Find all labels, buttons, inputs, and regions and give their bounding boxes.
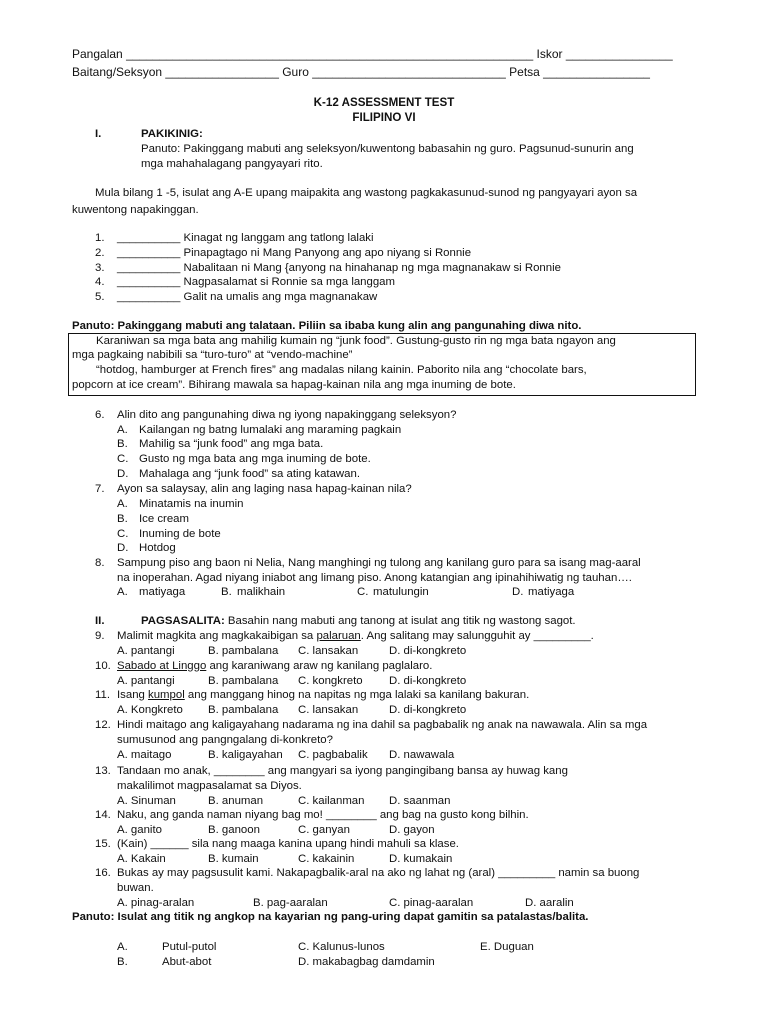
- question-7: 7. Ayon sa salaysay, alin ang laging nasa hapag-kainan nila?: [95, 483, 412, 495]
- option[interactable]: C. Inuming de bote: [117, 528, 221, 540]
- option[interactable]: D. saanman: [389, 795, 451, 807]
- grade-row: [72, 65, 650, 80]
- option[interactable]: C. pinag-aaralan: [389, 897, 474, 909]
- part3-directions: Panuto: Isulat ang titik ng angkop na kayarian ng pang-uring dapat gamitin sa patalastas/balita.: [72, 911, 589, 923]
- option[interactable]: C. kailanman: [298, 795, 365, 807]
- part1-instruction-1: Mula bilang 1 -5, isulat ang A-E upang maipakita ang wastong pagkakasunud-sunod ng pangyayari ayon sa: [95, 187, 638, 199]
- passage-line: popcorn at ice cream”. Bihirang mawala sa hapag-kainan nila ang mga inuming de bote.: [72, 379, 516, 391]
- option[interactable]: B. kaligayahan: [208, 749, 283, 761]
- option[interactable]: C. ganyan: [298, 824, 350, 836]
- passage-line: “hotdog, hamburger at French fires” ang madalas nilang kainin. Paborito nila ang “chocolate bars,: [96, 364, 587, 376]
- option[interactable]: A. Kailangan ng batng lumalaki ang maraming pagkain: [117, 424, 402, 436]
- option[interactable]: C. matulungin: [357, 586, 429, 598]
- option[interactable]: C. lansakan: [298, 704, 359, 716]
- test-title: K-12 ASSESSMENT TEST: [313, 96, 455, 109]
- question-8: 8. Sampung piso ang baon ni Nelia, Nang manghingi ng tulong ang kanilang guro para sa isang mag-aaral: [95, 557, 641, 569]
- option[interactable]: D. nawawala: [389, 749, 455, 761]
- list-item: 5. __________ Galit na umalis ang mga magnanakaw: [95, 291, 378, 303]
- option[interactable]: D. Mahalaga ang “junk food” sa ating katawan.: [117, 468, 360, 480]
- choice-a[interactable]: A. Putul-putol: [117, 941, 217, 953]
- option[interactable]: B. Mahilig sa “junk food” ang mga bata.: [117, 438, 324, 450]
- option[interactable]: D. Hotdog: [117, 542, 176, 554]
- option[interactable]: B. malikhain: [221, 586, 286, 598]
- score-line[interactable]: ________________: [565, 47, 673, 61]
- option[interactable]: B. pag-aaralan: [253, 897, 328, 909]
- option[interactable]: D. kumakain: [389, 853, 453, 865]
- question-13-line2: makalilimot magpasalamat sa Diyos.: [117, 780, 302, 792]
- question-8-line2: na inoperahan. Agad niyang iniabot ang limang piso. Anong katangian ang ipinahihiwatig ng tauhan….: [117, 572, 632, 584]
- choice-e[interactable]: E. Duguan: [480, 941, 534, 953]
- question-16: 16. Bukas ay may pagsusulit kami. Nakapagbalik-aral na ako ng lahat ng (aral) _________ namin sa buong: [95, 867, 640, 879]
- option[interactable]: D. di-kongkreto: [389, 645, 467, 657]
- question-9: 9. Malimit magkita ang magkakaibigan sa palaruan. Ang salitang may salungguhit ay _________.: [95, 630, 594, 642]
- option[interactable]: A. matiyaga: [117, 586, 186, 598]
- passage-directions: Panuto: Pakinggang mabuti ang talataan. Piliin sa ibaba kung alin ang pangunahing diwa nito.: [72, 320, 582, 332]
- passage-line: mga pagkaing nabibili sa “turo-turo” at “vendo-machine”: [72, 349, 353, 361]
- option[interactable]: D. di-kongkreto: [389, 704, 467, 716]
- part1-instruction-2: kuwentong napakinggan.: [72, 204, 199, 216]
- grade-label: Baitang/Seksyon: [72, 65, 163, 79]
- option[interactable]: A. Kongkreto: [117, 704, 183, 716]
- date-line[interactable]: ________________: [543, 65, 650, 79]
- list-item: 2. __________ Pinapagtago ni Mang Panyong ang apo niyang si Ronnie: [95, 247, 472, 259]
- option[interactable]: C. pagbabalik: [298, 749, 368, 761]
- choice-b[interactable]: B. Abut-abot: [117, 956, 212, 968]
- part1-directions-1: Panuto: Pakinggang mabuti ang seleksyon/kuwentong babasahin ng guro. Pagsunud-sunurin ang: [141, 143, 634, 155]
- option[interactable]: A. Kakain: [117, 853, 166, 865]
- list-item: 1. __________ Kinagat ng langgam ang tatlong lalaki: [95, 232, 374, 244]
- question-10: 10. Sabado at Linggo ang karaniwang araw ng kanilang paglalaro.: [95, 660, 433, 672]
- name-line[interactable]: _____________________________________________________________: [126, 47, 534, 61]
- option[interactable]: B. kumain: [208, 853, 259, 865]
- question-13: 13. Tandaan mo anak, ________ ang mangyari sa iyong pangingibang bansa ay huwag kang: [95, 765, 568, 777]
- part2-header: II. PAGSASALITA: Basahin nang mabuti ang tanong at isulat ang titik ng wastong sagot.: [95, 615, 576, 627]
- option[interactable]: A. ganito: [117, 824, 162, 836]
- option[interactable]: B. pambalana: [208, 675, 279, 687]
- name-row: [72, 47, 673, 62]
- question-14: 14. Naku, ang ganda naman niyang bag mo! ________ ang bag na gusto kong bilhin.: [95, 809, 529, 821]
- question-12-line2: sumusunod ang pangngalang di-konkreto?: [117, 734, 333, 746]
- option[interactable]: C. kakainin: [298, 853, 355, 865]
- option[interactable]: A. maitago: [117, 749, 172, 761]
- option[interactable]: C. lansakan: [298, 645, 359, 657]
- date-label: Petsa: [509, 65, 540, 79]
- option[interactable]: D. matiyaga: [512, 586, 575, 598]
- option[interactable]: C. Gusto ng mga bata ang mga inuming de bote.: [117, 453, 371, 465]
- name-label: Pangalan: [72, 47, 123, 61]
- list-item: 4. __________ Nagpasalamat si Ronnie sa mga langgam: [95, 276, 396, 288]
- option[interactable]: D. aaralin: [525, 897, 574, 909]
- question-6: 6. Alin dito ang pangunahing diwa ng iyong napakinggang seleksyon?: [95, 409, 457, 421]
- option[interactable]: D. di-kongkreto: [389, 675, 467, 687]
- option[interactable]: B. anuman: [208, 795, 264, 807]
- option[interactable]: A. Sinuman: [117, 795, 176, 807]
- part1-title: PAKIKINIG:: [141, 128, 203, 140]
- choice-c[interactable]: C. Kalunus-lunos: [298, 941, 385, 953]
- question-15: 15. (Kain) ______ sila nang maaga kanina upang hindi mahuli sa klase.: [95, 838, 459, 850]
- option[interactable]: B. ganoon: [208, 824, 260, 836]
- option[interactable]: B. pambalana: [208, 645, 279, 657]
- passage-line: Karaniwan sa mga bata ang mahilig kumain ng “junk food”. Gustung-gusto rin ng mga bata ngayon ang: [96, 335, 616, 347]
- choice-d[interactable]: D. makabagbag damdamin: [298, 956, 435, 968]
- option[interactable]: B. pambalana: [208, 704, 279, 716]
- part1-number: I.: [95, 128, 102, 140]
- teacher-label: Guro: [282, 65, 309, 79]
- score-label: Iskor: [536, 47, 563, 61]
- option[interactable]: A. pinag-aralan: [117, 897, 195, 909]
- grade-line[interactable]: _________________: [165, 65, 279, 79]
- option[interactable]: A. Minatamis na inumin: [117, 498, 244, 510]
- option[interactable]: A. pantangi: [117, 645, 175, 657]
- question-16-line2: buwan.: [117, 882, 154, 894]
- option[interactable]: B. Ice cream: [117, 513, 190, 525]
- part1-directions-2: mga mahahalagang pangyayari rito.: [141, 158, 323, 170]
- subject-title: FILIPINO VI: [352, 111, 416, 124]
- question-12: 12. Hindi maitago ang kaligayahang nadarama ng ina dahil sa pagbabalik ng anak na nawawala. Alin sa mga: [95, 719, 648, 731]
- list-item: 3. __________ Nabalitaan ni Mang {anyong na hinahanap ng mga magnanakaw si Ronnie: [95, 262, 561, 274]
- option[interactable]: C. kongkreto: [298, 675, 363, 687]
- option[interactable]: D. gayon: [389, 824, 435, 836]
- question-11: 11. Isang kumpol ang manggang hinog na napitas ng mga lalaki sa kanilang bakuran.: [95, 689, 530, 701]
- option[interactable]: A. pantangi: [117, 675, 175, 687]
- teacher-line[interactable]: _____________________________: [312, 65, 506, 79]
